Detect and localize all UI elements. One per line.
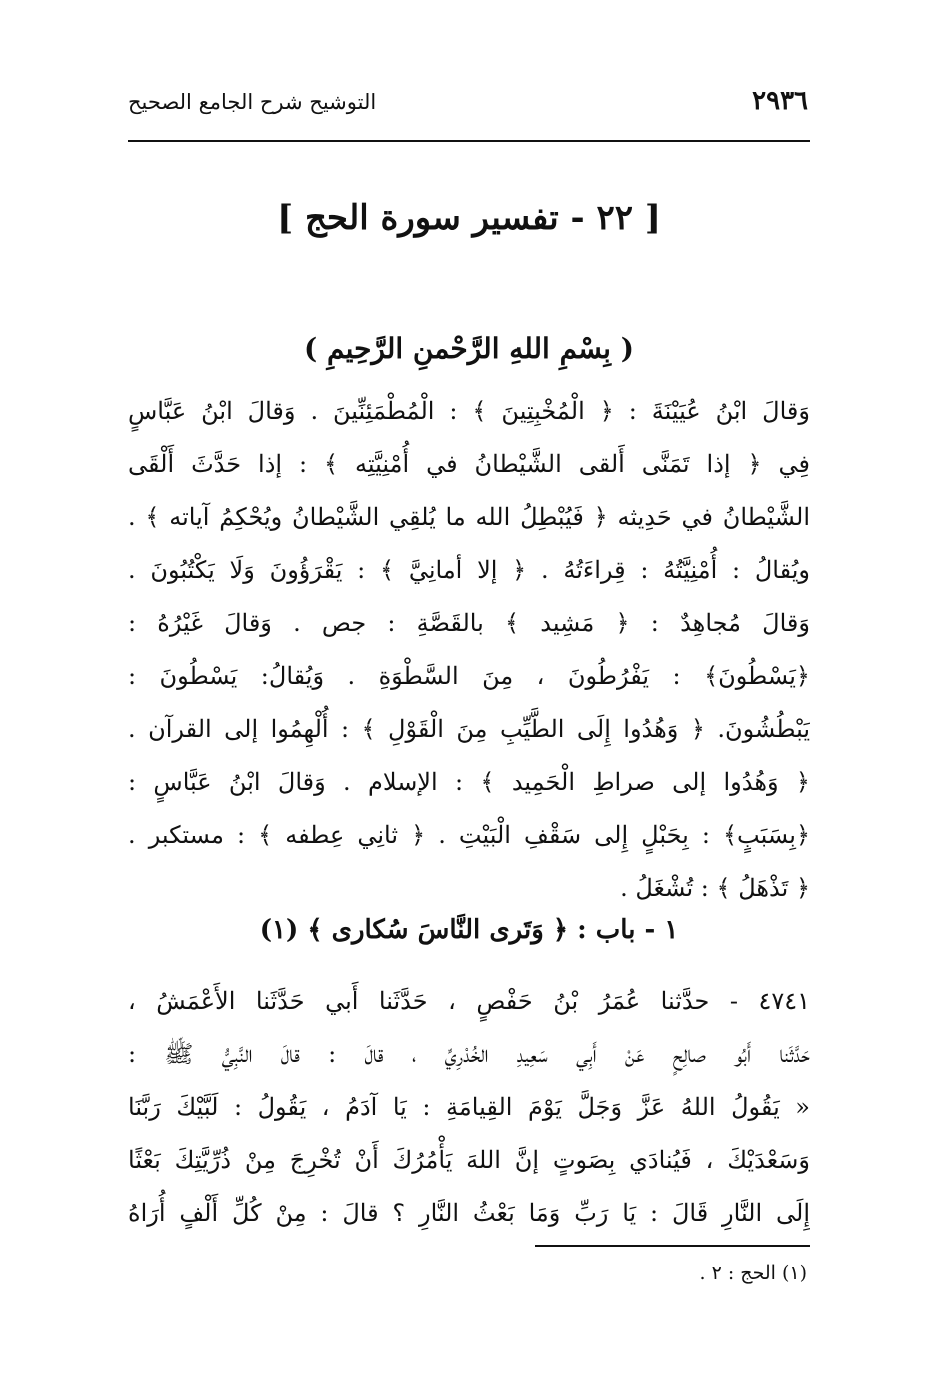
bab-heading: ١ - باب : ﴿ وَتَرى النَّاسَ سُكارى ﴾ (١): [259, 915, 679, 945]
commentary-line: ويُقالُ : أُمْنِيَّتُهُ : قِراءَتُهُ . ﴿ إلا أمانِيَّ ﴾ : يَقْرَؤُونَ وَلَا يَكْتُبُونَ .: [128, 556, 810, 584]
commentary-line: فِي ﴿ إذا تَمَنَّى أَلقى الشَّيْطانُ في أُمْنِيَّتِه ﴾ : إذا حَدَّثَ أَلْقَى: [128, 450, 810, 478]
header-rule: [128, 140, 810, 142]
commentary-line: ﴿ وَهُدُوا إلى صراطِ الْحَمِيد ﴾ : الإسلام . وَقالَ ابْنُ عَبَّاسٍ :: [128, 768, 810, 796]
footnote-rule: [535, 1245, 810, 1247]
hadith-line: ٤٧٤١ - حدَّثنا عُمَرُ بْنُ حَفْصٍ ، حَدَّثَنا أَبي حَدَّثَنا الأَعْمَشُ ،: [128, 987, 810, 1015]
hadith-line: إِلَى النَّارِ قَالَ : يَا رَبِّ وَمَا بَعْثُ النَّارِ ؟ قالَ : مِنْ كُلِّ أَلْفٍ أُرَاهُ: [128, 1199, 810, 1227]
page-number: ٢٩٣٦: [752, 86, 808, 116]
commentary-line: وَقالَ مُجاهِدٌ : ﴿ مَشِيد ﴾ بالقَصَّةِ : جص . وَقالَ غَيْرُهُ :: [128, 609, 810, 637]
commentary-line: وَقالَ ابْنُ عُيَيْنَةَ : ﴿ الْمُخْبِتِينَ ﴾ : الْمُطْمَئِنِّينَ . وَقالَ ابْنُ عَبَّاسٍ: [128, 397, 810, 425]
chapter-title: [ ٢٢ - تفسير سورة الحج ]: [277, 198, 661, 238]
commentary-line: يَبْطُشُونَ. ﴿ وَهُدُوا إِلَى الطَّيِّبِ مِنَ الْقَوْلِ ﴾ : أُلْهِمُوا إلى القرآن .: [128, 715, 810, 743]
commentary-line: ﴿بِسَبَبٍ﴾ : بِحَبْلٍ إِلى سَقْفِ الْبَيْتِ . ﴿ ثانِي عِطفه ﴾ : مستكبر .: [128, 821, 810, 849]
commentary-line: الشَّيْطانُ في حَدِيثه ﴿ فَيُبْطِلُ الله ما يُلقِي الشَّيْطانُ ويُحْكِمُ آياته ﴾ .: [128, 503, 810, 531]
commentary-line: ﴿يَسْطُونَ﴾ : يَفْرُطُونَ ، مِنَ السَّطْوَةِ . وَيُقالُ: يَسْطُونَ :: [128, 662, 810, 690]
hadith-line: « يَقُولُ اللهُ عَزَّ وَجَلَّ يَوْمَ القِيامَةِ : يَا آدَمُ ، يَقُولُ : لَبَّيْكَ رَبَّنَا: [128, 1093, 810, 1121]
hadith-line: وَسَعْدَيْكَ ، فَيُنادَي بِصَوتٍ إنَّ اللهَ يَأْمُرُكَ أَنْ تُخْرِجَ مِنْ ذُرِّيَّتِكَ بَعْثًا: [128, 1146, 810, 1174]
footnote: (١) الحج : ٢ .: [699, 1262, 807, 1284]
running-header: [128, 86, 808, 126]
commentary-paragraph: [128, 385, 810, 915]
book-title: التوشيح شرح الجامع الصحيح: [128, 90, 377, 114]
hadith-line: حَدَّثَنا أَبُو صالِحٍ عَنْ أَبِي سَعِيدِ الخُدْرِيِّ ، قالَ : قالَ النَّبِيُّ ﷺ :: [128, 1040, 810, 1068]
commentary-line: ﴿ تَذْهَلُ ﴾ : تُشْغَلُ .: [620, 874, 810, 902]
hadith-paragraph: [128, 975, 810, 1240]
basmala: ( بِسْمِ اللهِ الرَّحْمنِ الرَّحِيمِ ): [304, 332, 634, 365]
